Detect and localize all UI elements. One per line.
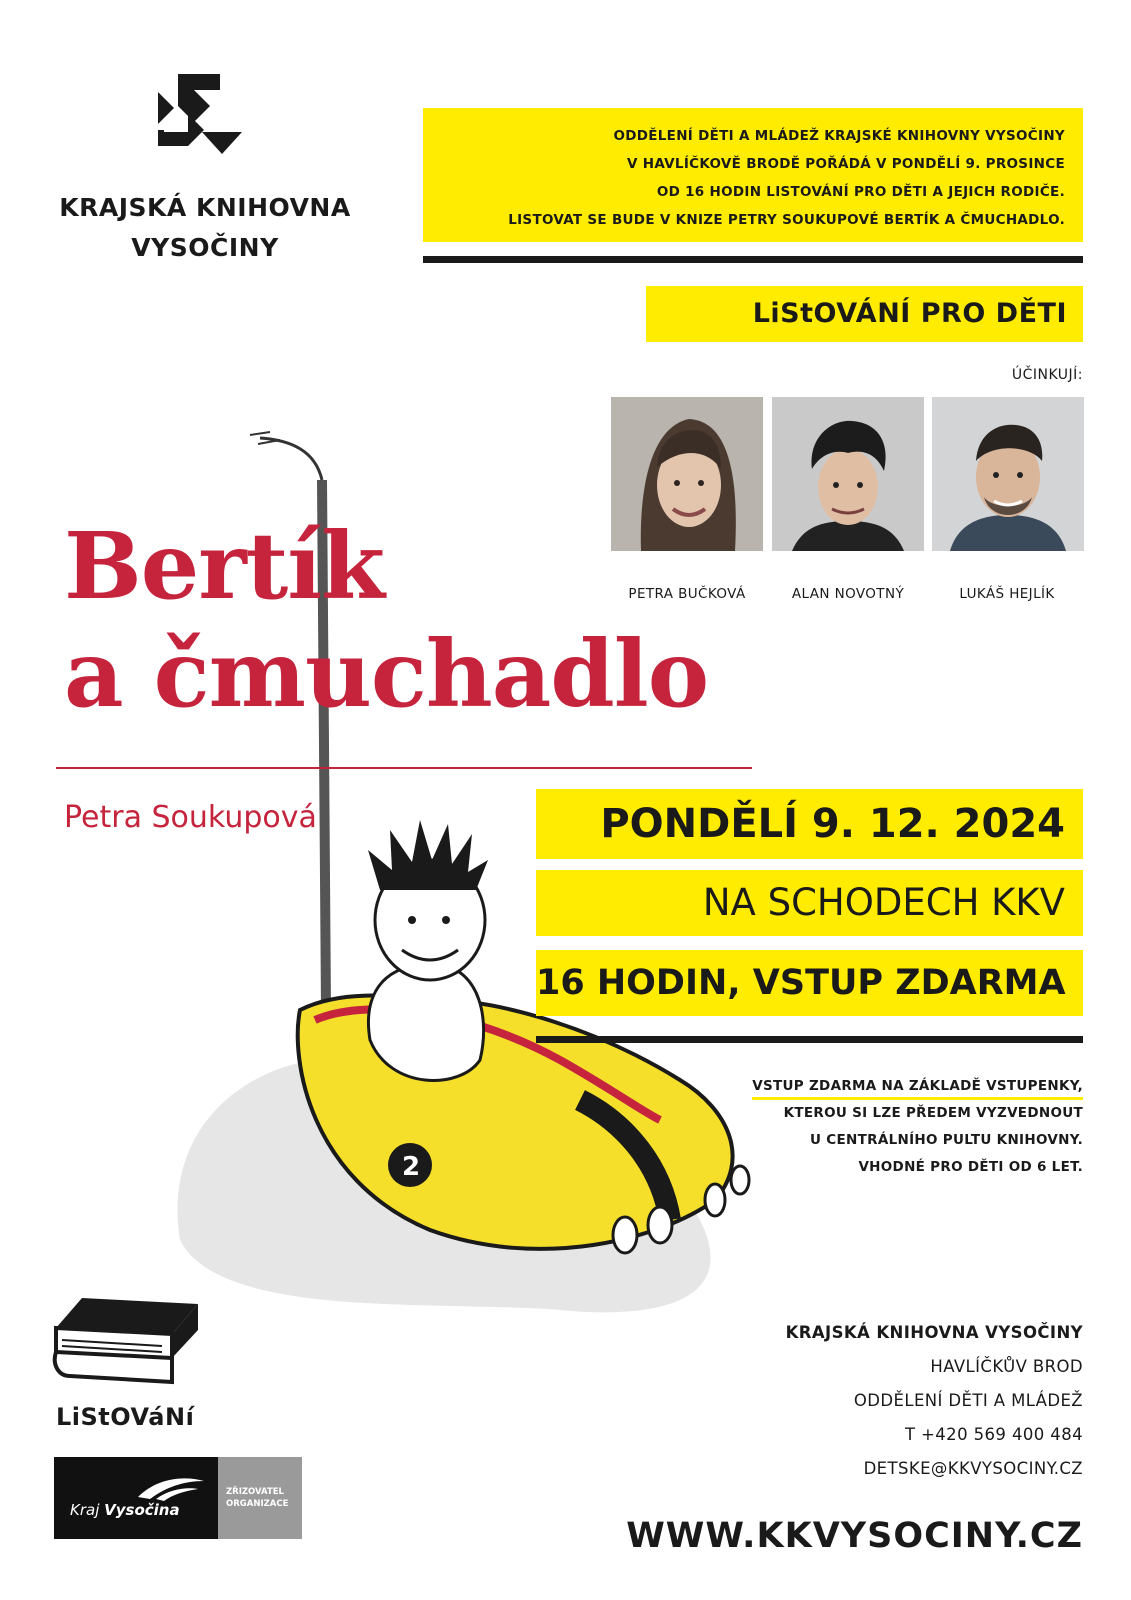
contact-dept: ODDĚLENÍ DĚTI A MLÁDEŽ — [853, 1391, 1083, 1410]
website-link[interactable]: WWW.KKVYSOCINY.CZ — [626, 1516, 1083, 1556]
performers-label: ÚČINKUJÍ: — [1011, 367, 1083, 383]
performer-photo — [932, 397, 1084, 551]
title-divider — [56, 767, 752, 769]
intro-line: LISTOVAT SE BUDE V KNIZE PETRY SOUKUPOVÉ BERTÍK A ČMUCHADLO. — [508, 212, 1065, 228]
event-date: PONDĚLÍ 9. 12. 2024 — [536, 789, 1083, 859]
intro-line: OD 16 HODIN LISTOVÁNÍ PRO DĚTI A JEJICH RODIČE. — [656, 184, 1065, 200]
library-name: KRAJSKÁ KNIHOVNA VYSOČINY — [59, 193, 351, 262]
listovani-logo-text: LiStOVáNí — [56, 1403, 195, 1431]
contact-phone[interactable]: T +420 569 400 484 — [904, 1425, 1083, 1444]
intro-text-block — [423, 108, 1083, 242]
performer-name: PETRA BUČKOVÁ — [628, 586, 746, 602]
bird-icon — [136, 1475, 206, 1501]
contact-city: HAVLÍČKŮV BROD — [930, 1357, 1083, 1376]
intro-line: V HAVLÍČKOVĚ BRODĚ POŘÁDÁ V PONDĚLÍ 9. PROSINCE — [627, 156, 1065, 172]
book-title: Bertík a čmuchadlo — [64, 512, 709, 728]
performer-name: ALAN NOVOTNÝ — [791, 586, 905, 602]
performer-photo — [772, 397, 924, 551]
library-logo-icon — [158, 74, 242, 166]
divider — [536, 1036, 1083, 1043]
contact-org: KRAJSKÁ KNIHOVNA VYSOČINY — [785, 1323, 1083, 1342]
event-time: 16 HODIN, VSTUP ZDARMA — [536, 950, 1083, 1016]
svg-text:2: 2 — [402, 1152, 421, 1182]
book-author: Petra Soukupová — [64, 800, 317, 835]
contact-block — [700, 1316, 1083, 1486]
contact-email[interactable]: DETSKE@KKVYSOCINY.CZ — [863, 1459, 1083, 1478]
kraj-vysocina-logo: Kraj Vysočina ZŘIZOVATEL ORGANIZACE — [54, 1457, 302, 1539]
program-badge: LiStOVÁNÍ PRO DĚTI — [646, 286, 1083, 342]
book-icon — [52, 1294, 200, 1386]
performer-name: LUKÁŠ HEJLÍK — [959, 586, 1055, 602]
ticket-info: VSTUP ZDARMA NA ZÁKLADĚ VSTUPENKY, KTEROU SI LZE PŘEDEM VYZVEDNOUT U CENTRÁLNÍHO PULTU KNIHOVNY. VHODNÉ PRO DĚTI OD 6 LET. — [650, 1073, 1083, 1181]
event-place: NA SCHODECH KKV — [536, 870, 1083, 936]
divider — [423, 256, 1083, 263]
intro-line: ODDĚLENÍ DĚTI A MLÁDEŽ KRAJSKÉ KNIHOVNY VYSOČINY — [613, 128, 1065, 144]
